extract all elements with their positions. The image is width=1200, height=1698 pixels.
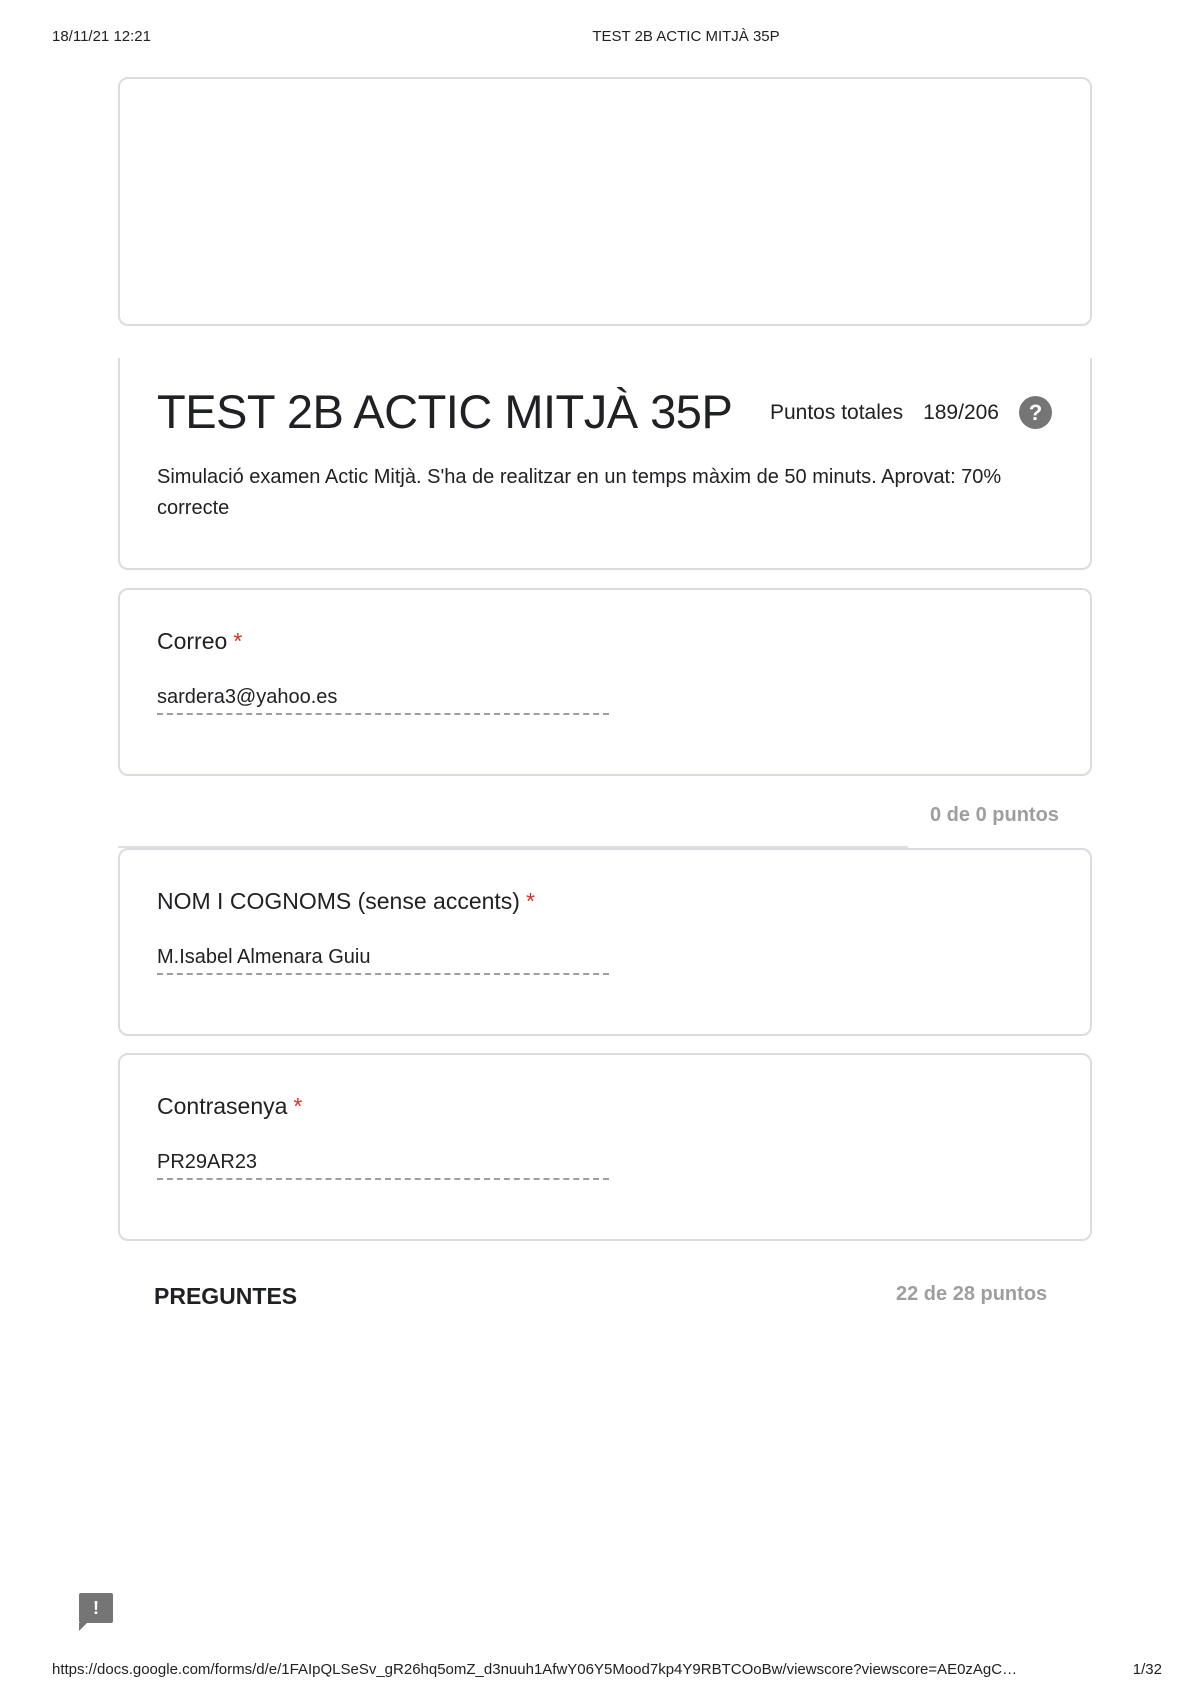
email-answer: sardera3@yahoo.es <box>157 686 609 715</box>
print-title: TEST 2B ACTIC MITJÀ 35P <box>592 28 780 45</box>
password-answer: PR29AR23 <box>157 1151 609 1180</box>
question-card-email <box>118 588 1092 776</box>
help-icon[interactable]: ? <box>1019 396 1052 429</box>
form-description: Simulació examen Actic Mitjà. S'ha de realitzar en un temps màxim de 50 minuts. Aprovat: 70% correcte <box>157 466 1002 519</box>
print-footer <box>52 1661 1162 1681</box>
question-label: Contrasenya <box>157 1093 288 1119</box>
name-answer: M.Isabel Almenara Guiu <box>157 946 609 975</box>
question-title <box>157 628 242 655</box>
form-header-card <box>118 358 1092 570</box>
form-title: TEST 2B ACTIC MITJÀ 35P <box>157 385 733 438</box>
page-number: 1/32 <box>1132 1661 1162 1678</box>
print-header <box>0 28 1200 48</box>
page-url: https://docs.google.com/forms/d/e/1FAIpQLSeSv_gR26hq5omZ_d3nuuh1AfwY06Y5Mood7kp4Y9RBTCOoBw/viewscore?viewscore=AE0zAgC… <box>52 1661 1018 1678</box>
section-points: 22 de 28 puntos <box>896 1283 1048 1305</box>
required-asterisk: * <box>233 628 243 654</box>
required-asterisk: * <box>293 1093 303 1119</box>
section-points: 0 de 0 puntos <box>930 804 1059 826</box>
section-title: PREGUNTES <box>154 1283 298 1309</box>
score-label: Puntos totales <box>769 400 904 424</box>
total-score <box>770 396 1052 429</box>
question-label: NOM I COGNOMS (sense accents) <box>157 888 520 914</box>
score-value: 189/206 <box>923 400 999 424</box>
question-title <box>157 1093 302 1120</box>
print-datetime: 18/11/21 12:21 <box>52 28 151 45</box>
feedback-icon[interactable]: ! <box>79 1593 113 1623</box>
question-title <box>157 888 535 915</box>
question-card-name <box>118 848 1092 1036</box>
header-banner <box>118 77 1092 326</box>
question-label: Correo <box>157 628 228 654</box>
question-card-password <box>118 1053 1092 1241</box>
required-asterisk: * <box>525 888 535 914</box>
